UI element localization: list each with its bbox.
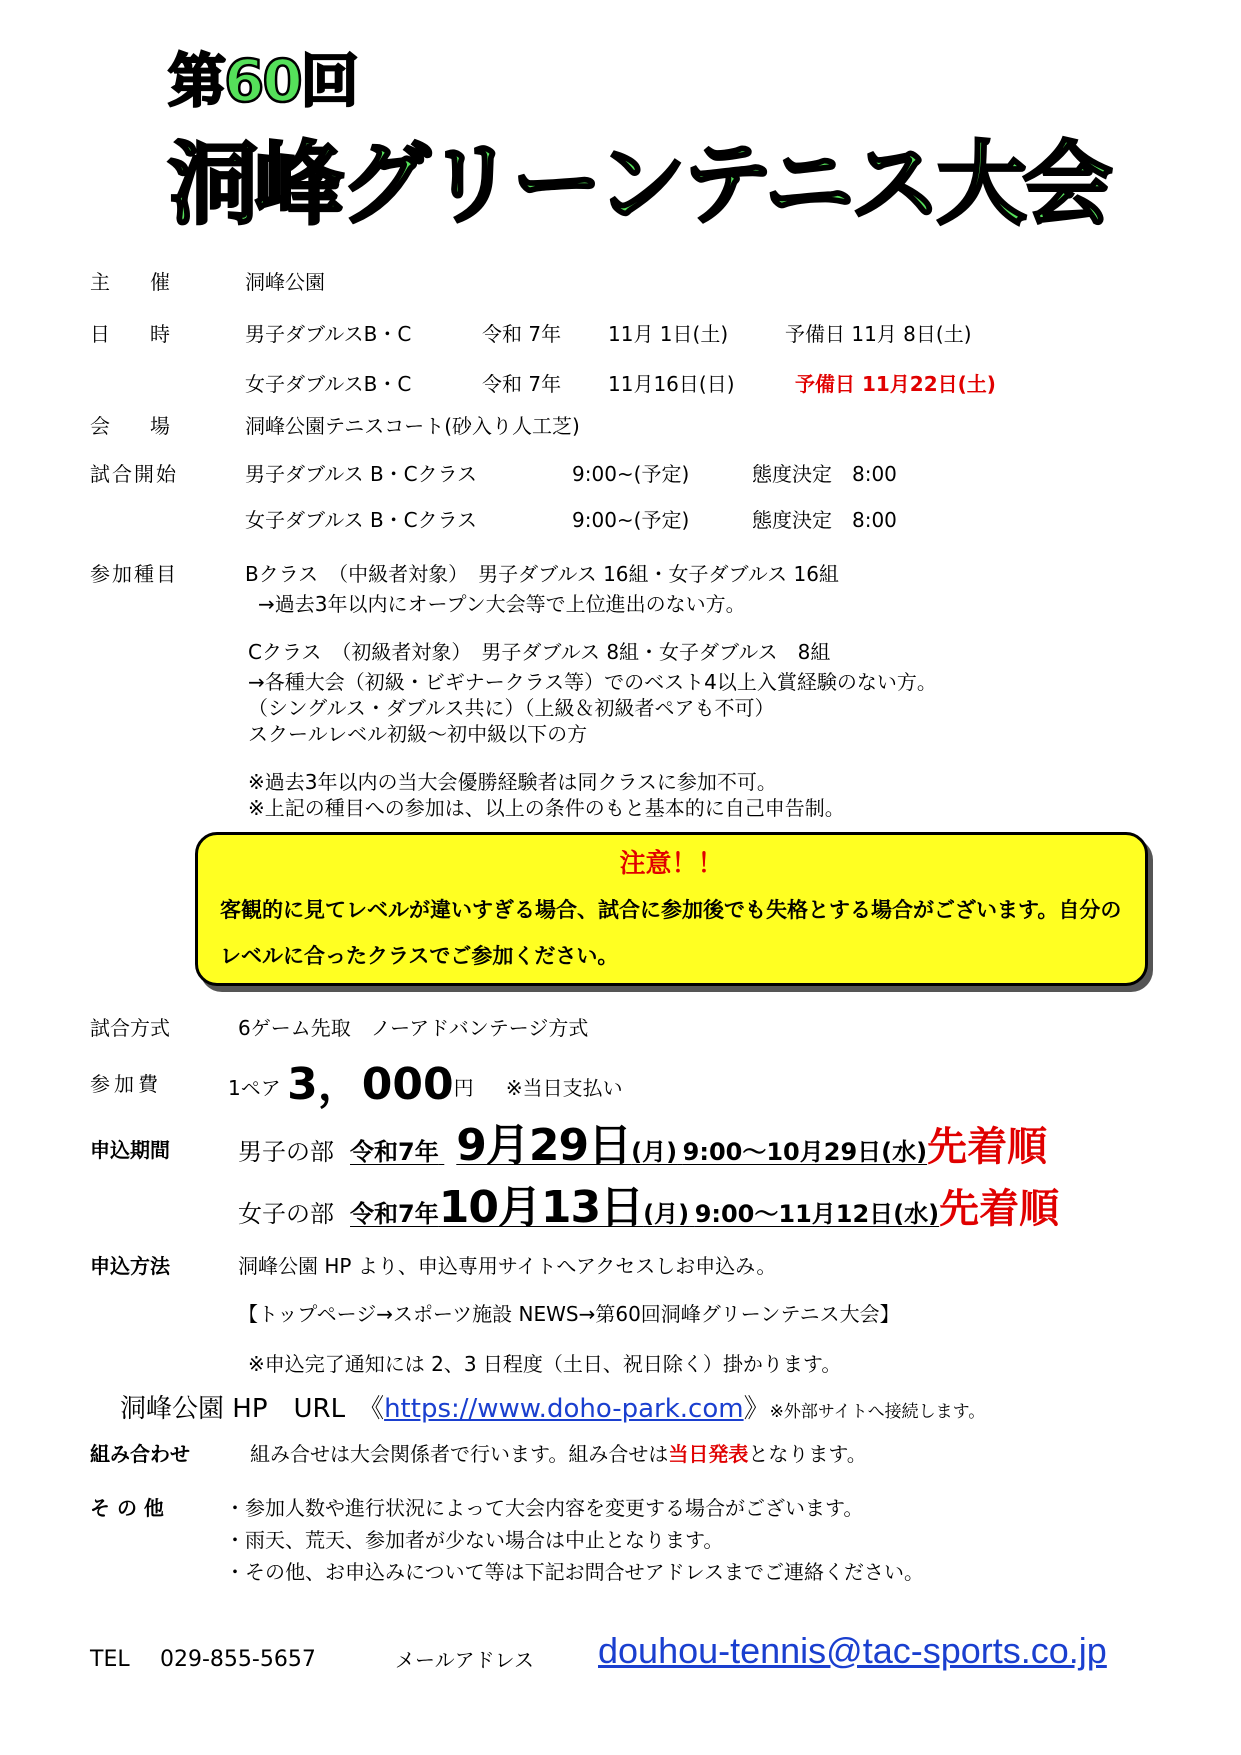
start-men-checkin: 態度決定 8:00 bbox=[752, 462, 897, 486]
period-men-era: 令和7年 bbox=[350, 1138, 439, 1166]
start-men-time: 9:00~(予定) bbox=[572, 462, 690, 486]
period-women-division: 女子の部 bbox=[238, 1200, 334, 1228]
b-class: Bクラス （中級者対象） 男子ダブルス 16組・女子ダブルス 16組 bbox=[245, 562, 839, 586]
b-class-note: →過去3年以内にオープン大会等で上位進出のない方。 bbox=[258, 592, 746, 616]
period-women-range: 9:00～11月12日(水) bbox=[694, 1200, 940, 1228]
schedule-women-date: 11月16日(日) bbox=[608, 372, 735, 396]
other-item-1: ・参加人数や進行状況によって大会内容を変更する場合がございます。 bbox=[225, 1496, 864, 1520]
other-label: そ の 他 bbox=[90, 1496, 164, 1520]
page-title: 洞峰グリーンテニス大会 bbox=[168, 132, 1109, 237]
venue-label: 会 場 bbox=[90, 414, 170, 438]
format-label: 試合方式 bbox=[90, 1016, 170, 1040]
c-class: Cクラス （初級者対象） 男子ダブルス 8組・女子ダブルス 8組 bbox=[248, 640, 831, 664]
period-women-order: 先着順 bbox=[939, 1186, 1060, 1232]
fee-line bbox=[228, 1060, 623, 1113]
start-women-event: 女子ダブルス B・Cクラス bbox=[245, 508, 478, 532]
url-suffix: 》 bbox=[743, 1394, 770, 1424]
url-line bbox=[120, 1392, 985, 1429]
method-line-1: 洞峰公園 HP より、申込専用サイトへアクセスしお申込み。 bbox=[238, 1254, 777, 1278]
schedule-men-event: 男子ダブルスB・C bbox=[245, 322, 412, 346]
c-class-note-2: （シングルス・ダブルス共に）（上級＆初級者ペアも不可） bbox=[248, 696, 775, 720]
format-value: 6ゲーム先取 ノーアドバンテージ方式 bbox=[238, 1016, 589, 1040]
url-prefix: 洞峰公園 HP URL 《 bbox=[120, 1394, 385, 1424]
fee-note: ※当日支払い bbox=[505, 1076, 623, 1100]
remark-2: ※上記の種目への参加は、以上の条件のもと基本的に自己申告制。 bbox=[248, 796, 845, 820]
notice-title: 注意！！ bbox=[619, 849, 724, 879]
mail-label: メールアドレス bbox=[395, 1648, 534, 1672]
park-website-link[interactable]: https://www.doho-park.com bbox=[384, 1394, 744, 1424]
tel-number: 029-855-5657 bbox=[160, 1647, 316, 1672]
period-women-start-dow: (月) bbox=[643, 1200, 690, 1228]
remark-1: ※過去3年以内の当大会優勝経験者は同クラスに参加不可。 bbox=[248, 770, 777, 794]
organizer-value: 洞峰公園 bbox=[245, 270, 325, 294]
venue-value: 洞峰公園テニスコート(砂入り人工芝) bbox=[245, 414, 580, 438]
other-item-2: ・雨天、荒天、参加者が少ない場合は中止となります。 bbox=[225, 1528, 724, 1552]
start-women-time: 9:00~(予定) bbox=[572, 508, 690, 532]
period-men bbox=[238, 1118, 1047, 1183]
fee-unit: 円 bbox=[453, 1076, 474, 1100]
matchup-after: となります。 bbox=[748, 1442, 867, 1466]
notice-box bbox=[195, 832, 1148, 986]
period-men-division: 男子の部 bbox=[238, 1138, 334, 1166]
period-women bbox=[238, 1180, 1059, 1245]
method-line-3: ※申込完了通知には 2、3 日程度（土日、祝日除く）掛かります。 bbox=[248, 1352, 842, 1376]
schedule-women-event: 女子ダブルスB・C bbox=[245, 372, 412, 396]
period-women-start: 10月13日 bbox=[438, 1182, 644, 1233]
schedule-women-year: 令和 7年 bbox=[482, 372, 562, 396]
other-item-3: ・その他、お申込みについて等は下記お問合せアドレスまでご連絡ください。 bbox=[225, 1560, 924, 1584]
period-men-order: 先着順 bbox=[927, 1124, 1048, 1170]
fee-amount: 3，000 bbox=[287, 1059, 454, 1110]
period-men-start-dow: (月) bbox=[631, 1138, 678, 1166]
period-women-era: 令和7年 bbox=[350, 1200, 439, 1228]
edition-title: 第60回 bbox=[168, 47, 357, 115]
period-label: 申込期間 bbox=[90, 1138, 170, 1162]
method-label: 申込方法 bbox=[90, 1254, 170, 1278]
c-class-note-1: →各種大会（初級・ビギナークラス等）でのベスト4以上入賞経験のない方。 bbox=[248, 670, 937, 694]
tel-label: TEL bbox=[90, 1647, 130, 1672]
fee-prefix: 1ペア bbox=[228, 1076, 281, 1100]
url-note: ※外部サイトへ接続します。 bbox=[769, 1402, 986, 1422]
schedule-label: 日 時 bbox=[90, 322, 170, 346]
period-men-range: 9:00～10月29日(水) bbox=[682, 1138, 928, 1166]
start-men-event: 男子ダブルス B・Cクラス bbox=[245, 462, 478, 486]
schedule-men-reserve: 予備日 11月 8日(土) bbox=[785, 322, 972, 346]
schedule-women-reserve: 予備日 11月22日(土) bbox=[795, 372, 996, 396]
start-label: 試合開始 bbox=[90, 462, 178, 486]
schedule-men-date: 11月 1日(土) bbox=[608, 322, 729, 346]
events-label: 参加種目 bbox=[90, 562, 178, 586]
period-men-start: 9月29日 bbox=[456, 1120, 632, 1171]
notice-body: 客観的に見てレベルが違いすぎる場合、試合に参加後でも失格とする場合がございます。自分のレベルに合ったクラスでご参加ください。 bbox=[220, 898, 1122, 968]
organizer-label: 主 催 bbox=[90, 270, 170, 294]
c-class-note-3: スクールレベル初級～初中級以下の方 bbox=[248, 722, 588, 746]
matchup-text bbox=[250, 1442, 867, 1466]
contact-email-link[interactable]: douhou-tennis@tac-sports.co.jp bbox=[598, 1630, 1107, 1671]
matchup-label: 組み合わせ bbox=[90, 1442, 190, 1466]
method-line-2: 【トップページ→スポーツ施設 NEWS→第60回洞峰グリーンテニス大会】 bbox=[238, 1302, 900, 1326]
schedule-men-year: 令和 7年 bbox=[482, 322, 562, 346]
start-women-checkin: 態度決定 8:00 bbox=[752, 508, 897, 532]
matchup-before: 組み合せは大会関係者で行います。組み合せは bbox=[250, 1442, 669, 1466]
fee-label: 参加費 bbox=[90, 1072, 162, 1096]
matchup-highlight: 当日発表 bbox=[668, 1442, 749, 1466]
